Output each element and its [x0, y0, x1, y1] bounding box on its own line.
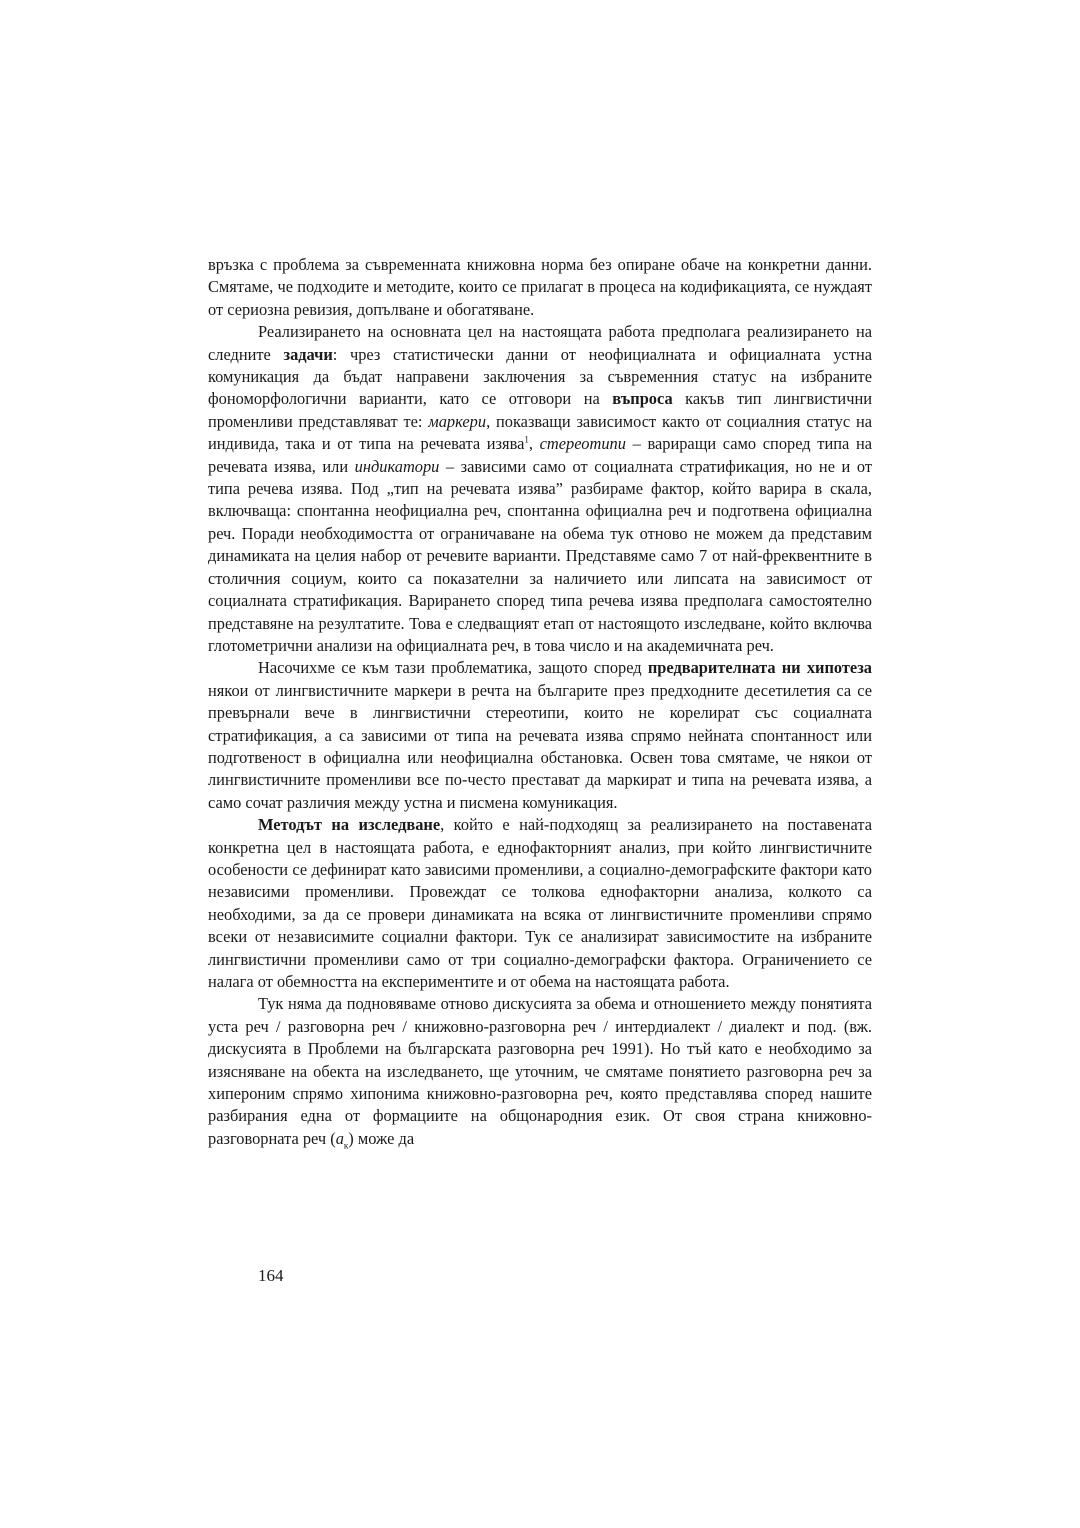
- paragraph-3: [208, 657, 872, 814]
- text-run: ) може да: [348, 1128, 415, 1148]
- text-run: Насочихме се към тази проблематика, защото според: [258, 658, 648, 678]
- paragraph-2: [208, 321, 872, 657]
- paragraph-1: [208, 254, 872, 321]
- text-run: някои от лингвистичните маркери в речта на българите през предходните десетилетия са се превърнали вече в лингвистични стереотипи, които не корелират със социалната стратификация, а са зависими от типа на речевата изява спрямо нейната спонтанност или подготвеност в официална или неофициална обстановка. Освен това смятаме, че някои от лингвистичните променливи все по-често престават да маркират и типа на речевата изява, а само сочат различия между устна и писмена комуникация.: [208, 680, 872, 812]
- bold-term-question: въпроса: [612, 389, 673, 409]
- footnote-ref: 1: [524, 434, 529, 445]
- bold-term-hypothesis: предварителната ни хипотеза: [647, 658, 872, 678]
- text-run: какъв тип лингвистични променливи представляват те:: [208, 389, 872, 431]
- text-run: ,: [528, 434, 540, 454]
- italic-term-indicators: индикатори: [354, 456, 440, 476]
- text-run: Реализирането на основната цел на настоящата работа предполага реализирането на следните: [208, 322, 872, 364]
- text-run: , който е най-подходящ за реализирането на поставената конкретна цел в настоящата работа, е еднофакторният анализ, при който лингвистичните особености се дефинират като зависими променливи, а социално-демографските фактори като независими променливи. Провеждат се толкова еднофакторни анализа, колкото са необходими, за да се провери динамиката на всяка от лингвистичните променливи спрямо всеки от независимите социални фактори. Тук се анализират зависимостите на избраните лингвистични променливи само от три социално-демографски фактора. Ограничението се налага от обемността на експериментите и от обема на настоящата работа.: [208, 815, 872, 991]
- page-text: [208, 254, 872, 1150]
- text-run: – зависими само от социалната стратификация, но не и от типа речева изява. Под „тип на речевата изява” разбираме фактор, който варира в скала, включваща: спонтанна неофициална реч, спонтанна официална реч и подготвена официална реч. Поради необходимостта от ограничаване на обема тук отново не можем да представим динамиката на целия набор от речевите варианти. Представяме само 7 от най-фреквентните в столичния социум, които са показателни за наличието или липсата на зависимост от социалната стратификация. Варирането според типа речева изява предполага самостоятелно представяне на резултатите. Това е следващият етап от настоящото изследване, който включва глотометрични анализи на официалната реч, в това число и на академичната реч.: [208, 456, 873, 655]
- paragraph-5: [208, 993, 872, 1150]
- italic-term-stereotypes: стереотипи: [539, 434, 626, 454]
- bold-term-method: Методът на изследване: [258, 815, 441, 835]
- paragraph-1-text: връзка с проблема за съвременната книжовна норма без опиране обаче на конкретни данни. Смятаме, че подходите и методите, които се прилагат в процеса на кодификацията, се нуждаят от сериозна ревизия, допълване и обогатяване.: [208, 255, 872, 319]
- text-run: , показващи зависимост както от социалния статус на индивида, така и от типа на речевата изява: [208, 411, 872, 454]
- text-run: – вариращи само според типа на речевата изява, или: [208, 434, 872, 476]
- text-run: : чрез статистически данни от неофициалната и официалната устна комуникация да бъдат направени заключения за съвременния статус на избраните фономорфологични варианти, като се отговори на: [208, 344, 872, 409]
- bold-term-tasks: задачи: [283, 344, 333, 364]
- text-run: Тук няма да подновяваме отново дискусията за обема и отношението между понятията уста реч / разговорна реч / книжовно-разговорна реч / интердиалект / диалект и под. (вж. дискусията в Проблеми на българската разговорна реч 1991). Но тъй като е необходимо за изясняване на обекта на изследването, ще уточним, че смятаме понятието разговорна реч за хипероним спрямо хипонима книжовно-разговорна реч, която представлява според нашите разбирания една от формациите на общонародния език. От своя страна книжовно-разговорната реч (: [208, 994, 872, 1148]
- italic-term-markers: маркери: [428, 411, 487, 431]
- italic-symbol: a: [335, 1128, 344, 1148]
- paragraph-4: [208, 814, 872, 993]
- page-number: 164: [258, 1266, 284, 1285]
- subscript-symbol: к: [343, 1140, 349, 1151]
